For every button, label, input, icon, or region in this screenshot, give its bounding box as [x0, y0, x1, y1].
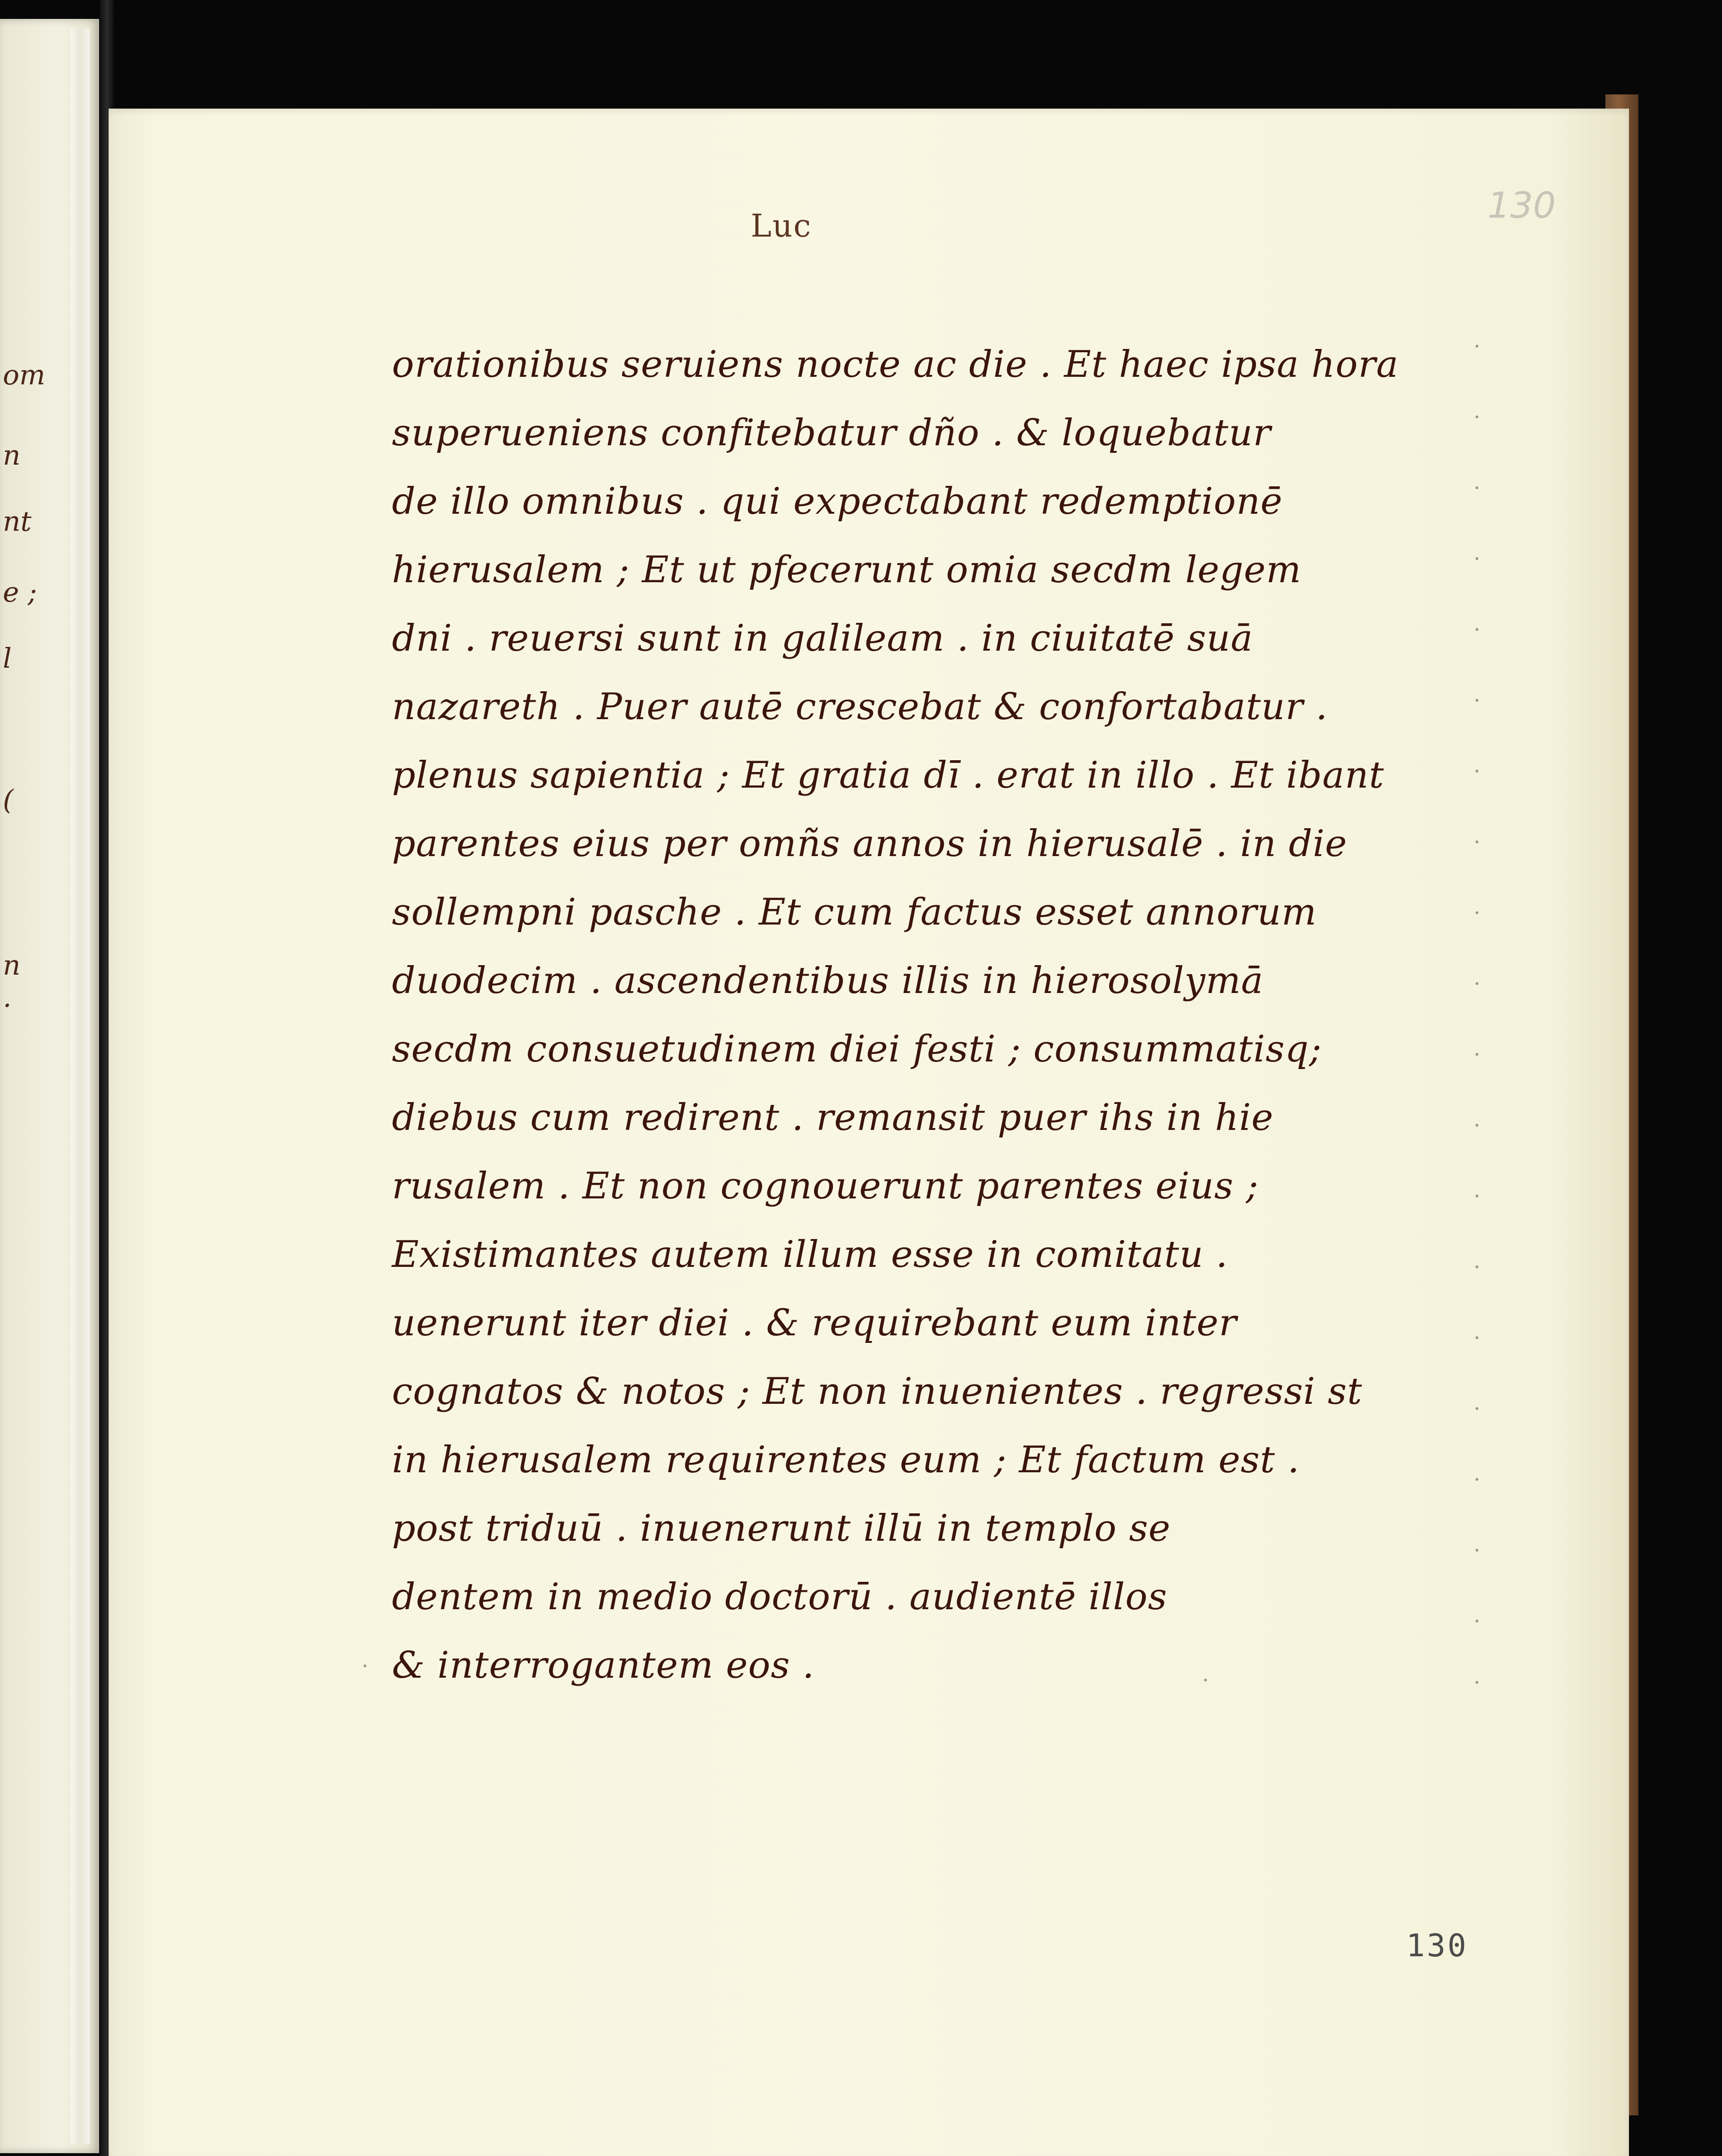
text-line: Existimantes autem illum esse in comitatu .: [392, 1233, 1228, 1276]
text-line: superueniens confitebatur dño . & loquebatur: [392, 412, 1271, 454]
pricking-dot: [1476, 557, 1478, 560]
pencil-folio-number: 130: [1487, 184, 1556, 226]
text-line: cognatos & notos ; Et non inuenientes . regressi st: [392, 1370, 1363, 1413]
pricking-dot: [1476, 770, 1478, 772]
text-line: & interrogantem eos .: [392, 1644, 815, 1687]
text-line: rusalem . Et non cognouerunt parentes eius ;: [392, 1165, 1259, 1207]
running-head: Luc: [751, 208, 812, 244]
pricking-dot: [1476, 1265, 1478, 1268]
pricking-dot: [1476, 1681, 1478, 1684]
left-fragment: e ;: [3, 576, 37, 608]
pricking-dot: [364, 1664, 366, 1667]
text-line: in hierusalem requirentes eum ; Et factum est .: [392, 1439, 1300, 1481]
text-line: sollempni pasche . Et cum factus esset annorum: [392, 891, 1317, 934]
pricking-dot: [1204, 1679, 1207, 1681]
text-line: dni . reuersi sunt in galileam . in ciuitatē suā: [392, 617, 1253, 660]
glass-plate-edge: [71, 28, 90, 2144]
text-line: uenerunt iter diei . & requirebant eum inter: [392, 1302, 1237, 1344]
pricking-dot: [1476, 840, 1478, 843]
pricking-dot: [1476, 416, 1478, 418]
text-line: hierusalem ; Et ut pfecerunt omia secdm legem: [392, 549, 1302, 591]
text-line: post triduū . inuenerunt illū in templo se: [392, 1507, 1171, 1550]
left-fragment: n .: [3, 949, 21, 1013]
text-line: orationibus seruiens nocte ac die . Et haec ipsa hora: [392, 343, 1399, 386]
pricking-dot: [1476, 1407, 1478, 1410]
pricking-dot: [1476, 486, 1478, 489]
left-fragment: l: [3, 642, 12, 674]
stamped-folio-number: 130: [1406, 1927, 1468, 1964]
pricking-dot: [1476, 1195, 1478, 1197]
text-line: nazareth . Puer autē crescebat & confortabatur .: [392, 686, 1328, 728]
pricking-dot: [1476, 628, 1478, 631]
text-line: dentem in medio doctorū . audientē illos: [392, 1576, 1168, 1618]
pricking-dot: [1476, 1620, 1478, 1622]
text-line: duodecim . ascendentibus illis in hierosolymā: [392, 959, 1264, 1002]
pricking-dot: [1476, 1549, 1478, 1552]
left-fragment: (: [3, 784, 14, 816]
pricking-dot: [1476, 982, 1478, 985]
text-line: plenus sapientia ; Et gratia dī . erat in illo . Et ibant: [392, 754, 1384, 797]
text-line: diebus cum redirent . remansit puer ihs in hie: [392, 1096, 1274, 1139]
pricking-dot: [1476, 1478, 1478, 1481]
pricking-dot: [1476, 699, 1478, 702]
text-line: parentes eius per omñs annos in hierusalē . in die: [392, 823, 1348, 865]
left-fragment: nt: [3, 505, 32, 537]
left-fragment: om: [3, 359, 45, 391]
pricking-dot: [1476, 345, 1478, 348]
pricking-dot: [1476, 1124, 1478, 1127]
pricking-dot: [1476, 911, 1478, 914]
text-line: secdm consuetudinem diei festi ; consummatisq;: [392, 1028, 1322, 1070]
left-fragment: n: [3, 439, 21, 471]
pricking-dot: [1476, 1336, 1478, 1339]
manuscript-text-block: [392, 331, 1399, 1700]
text-line: de illo omnibus . qui expectabant redemptionē: [392, 480, 1283, 523]
pricking-dot: [1476, 1053, 1478, 1056]
